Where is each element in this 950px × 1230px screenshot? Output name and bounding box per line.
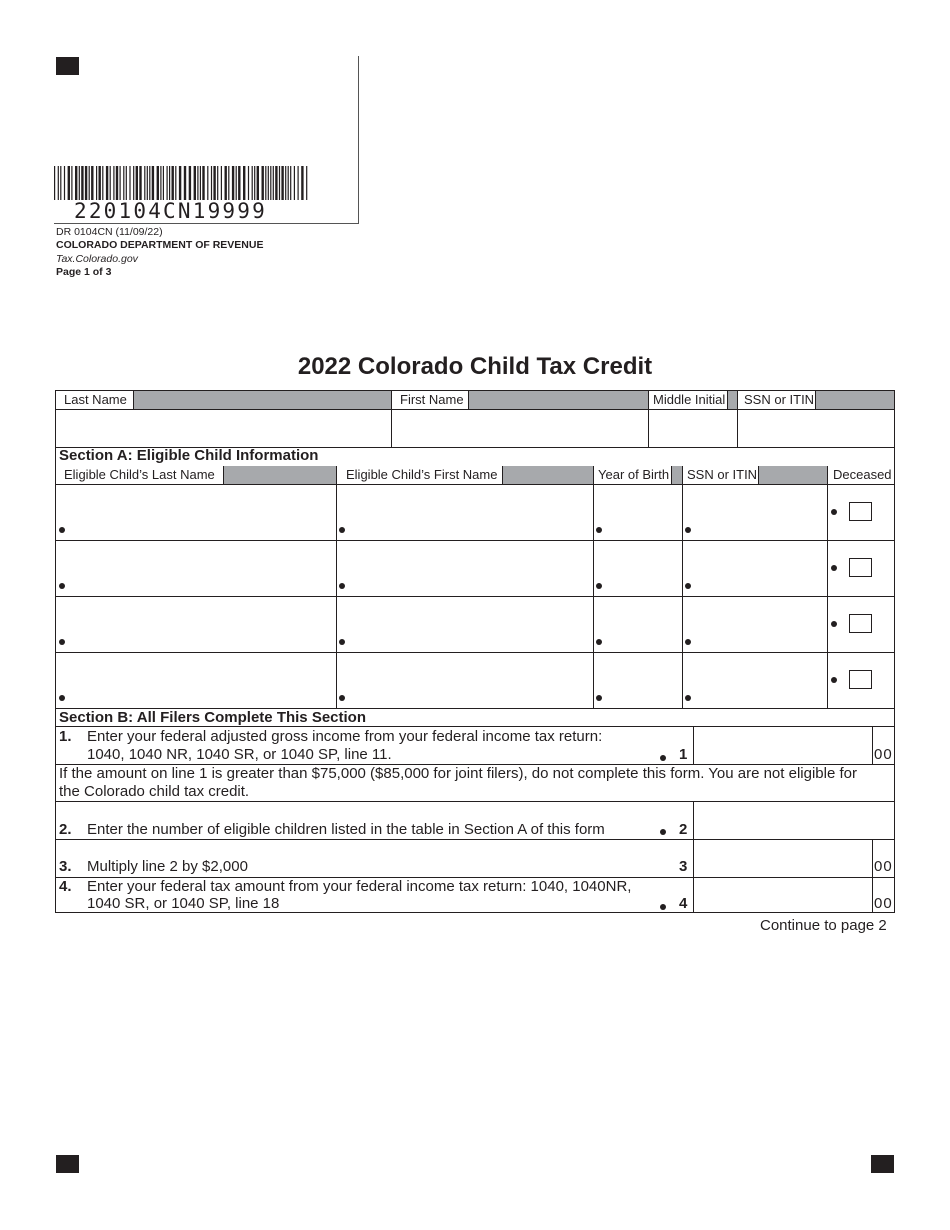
line-3-number: 3. — [59, 858, 72, 875]
deceased-label: Deceased — [827, 466, 894, 484]
rule — [682, 466, 683, 708]
rule — [56, 484, 894, 485]
line-1-label: 1 — [679, 746, 688, 763]
rule — [648, 391, 649, 447]
rule — [56, 726, 894, 727]
required-bullet — [59, 583, 65, 589]
required-bullet — [596, 583, 602, 589]
section-a-heading: Section A: Eligible Child Information — [59, 447, 319, 464]
required-bullet — [685, 695, 691, 701]
line-2-count-field[interactable] — [696, 803, 892, 837]
child-first-name-field[interactable] — [350, 486, 589, 536]
required-bullet — [685, 583, 691, 589]
child-ssn-itin-field[interactable] — [696, 486, 823, 536]
header-divider — [358, 56, 359, 223]
page-title: 2022 Colorado Child Tax Credit — [297, 353, 653, 380]
rule — [693, 801, 694, 839]
line-4-text-a: Enter your federal tax amount from your federal income tax return: 1040, 1040NR, — [87, 878, 632, 895]
deceased-checkbox[interactable] — [849, 502, 872, 521]
line-1-number: 1. — [59, 728, 72, 745]
rule — [693, 877, 694, 912]
eligibility-notice-b: the Colorado child tax credit. — [59, 783, 250, 800]
section-b-heading: Section B: All Filers Complete This Section — [59, 709, 366, 726]
rule — [56, 596, 894, 597]
required-bullet — [596, 639, 602, 645]
line-4-cents: 00 — [874, 895, 893, 912]
form-frame — [55, 390, 895, 913]
line-3-label: 3 — [679, 858, 688, 875]
rule — [336, 466, 337, 708]
registration-mark — [56, 57, 79, 75]
child-first-name-field[interactable] — [350, 654, 589, 704]
deceased-checkbox[interactable] — [849, 670, 872, 689]
middle-initial-field[interactable] — [651, 411, 735, 445]
child-year-of-birth-field[interactable] — [607, 542, 678, 592]
ssn-itin-field[interactable] — [740, 411, 892, 445]
required-bullet — [339, 639, 345, 645]
rule — [827, 466, 828, 708]
registration-mark — [871, 1155, 894, 1173]
rule — [593, 466, 594, 708]
rule — [56, 409, 894, 410]
rule — [56, 652, 894, 653]
middle-initial-label: Middle Initial — [648, 391, 728, 409]
website: Tax.Colorado.gov — [56, 252, 138, 265]
child-first-name-field[interactable] — [350, 542, 589, 592]
continue-note: Continue to page 2 — [760, 917, 887, 934]
required-bullet — [685, 527, 691, 533]
deceased-checkbox[interactable] — [849, 614, 872, 633]
line-2-number: 2. — [59, 821, 72, 838]
child-year-of-birth-field[interactable] — [607, 486, 678, 536]
required-bullet — [339, 695, 345, 701]
child-ssn-itin-field[interactable] — [696, 542, 823, 592]
barcode-image — [54, 166, 310, 200]
required-bullet — [59, 695, 65, 701]
eligibility-notice-a: If the amount on line 1 is greater than $75,000 ($85,000 for joint filers), do not complete this form. You are not eligible for — [59, 765, 857, 782]
line-1-cents: 00 — [874, 746, 893, 763]
year-of-birth-label: Year of Birth — [593, 466, 672, 484]
line-1-amount-field[interactable] — [696, 728, 870, 762]
line-2-text: Enter the number of eligible children listed in the table in Section A of this form — [87, 821, 605, 838]
last-name-label: Last Name — [56, 391, 134, 409]
required-bullet — [685, 639, 691, 645]
child-ssn-itin-label: SSN or ITIN — [682, 466, 759, 484]
required-bullet — [59, 639, 65, 645]
required-bullet — [660, 755, 666, 761]
line-1-text — [59, 728, 72, 746]
child-last-name-field[interactable] — [70, 598, 332, 648]
line-4-text-b: 1040 SR, or 1040 SP, line 18 — [87, 895, 280, 912]
child-last-name-field[interactable] — [70, 542, 332, 592]
child-first-name-field[interactable] — [350, 598, 589, 648]
department-name: COLORADO DEPARTMENT OF REVENUE — [56, 239, 264, 252]
child-last-name-field[interactable] — [70, 486, 332, 536]
required-bullet — [831, 565, 837, 571]
rule — [872, 877, 873, 912]
line-4-label: 4 — [679, 895, 688, 912]
page-number: Page 1 of 3 — [56, 265, 112, 278]
required-bullet — [596, 695, 602, 701]
form-id: DR 0104CN (11/09/22) — [56, 226, 163, 238]
child-last-name-label: Eligible Child’s Last Name — [56, 466, 224, 484]
required-bullet — [596, 527, 602, 533]
required-bullet — [660, 829, 666, 835]
rule — [872, 726, 873, 764]
required-bullet — [831, 677, 837, 683]
rule — [56, 839, 894, 840]
child-year-of-birth-field[interactable] — [607, 654, 678, 704]
required-bullet — [831, 509, 837, 515]
line-3-amount-field[interactable] — [696, 841, 870, 875]
line-1-text-a: Enter your federal adjusted gross income from your federal income tax return: — [87, 728, 603, 745]
rule — [693, 726, 694, 764]
rule — [56, 540, 894, 541]
required-bullet — [59, 527, 65, 533]
deceased-checkbox[interactable] — [849, 558, 872, 577]
line-3-cents: 00 — [874, 858, 893, 875]
line-4-number: 4. — [59, 878, 72, 895]
line-2-label: 2 — [679, 821, 688, 838]
line-4-amount-field[interactable] — [696, 879, 870, 910]
rule — [56, 801, 894, 802]
line-3-text: Multiply line 2 by $2,000 — [87, 858, 248, 875]
last-name-field[interactable] — [58, 411, 388, 445]
required-bullet — [660, 904, 666, 910]
rule — [737, 391, 738, 447]
registration-mark — [56, 1155, 79, 1173]
child-last-name-field[interactable] — [70, 654, 332, 704]
rule — [391, 391, 392, 447]
ssn-itin-label: SSN or ITIN — [737, 391, 816, 409]
first-name-label: First Name — [391, 391, 469, 409]
form-meta — [56, 226, 263, 279]
required-bullet — [339, 527, 345, 533]
rule — [693, 839, 694, 877]
rule — [872, 839, 873, 877]
line-1-text-b: 1040, 1040 NR, 1040 SR, or 1040 SP, line 11. — [87, 746, 392, 763]
first-name-field[interactable] — [394, 411, 646, 445]
barcode-number: 220104CN19999 — [74, 199, 267, 223]
child-first-name-label: Eligible Child’s First Name — [336, 466, 503, 484]
header-divider — [54, 223, 359, 224]
required-bullet — [831, 621, 837, 627]
child-ssn-itin-field[interactable] — [696, 654, 823, 704]
required-bullet — [339, 583, 345, 589]
child-ssn-itin-field[interactable] — [696, 598, 823, 648]
child-year-of-birth-field[interactable] — [607, 598, 678, 648]
